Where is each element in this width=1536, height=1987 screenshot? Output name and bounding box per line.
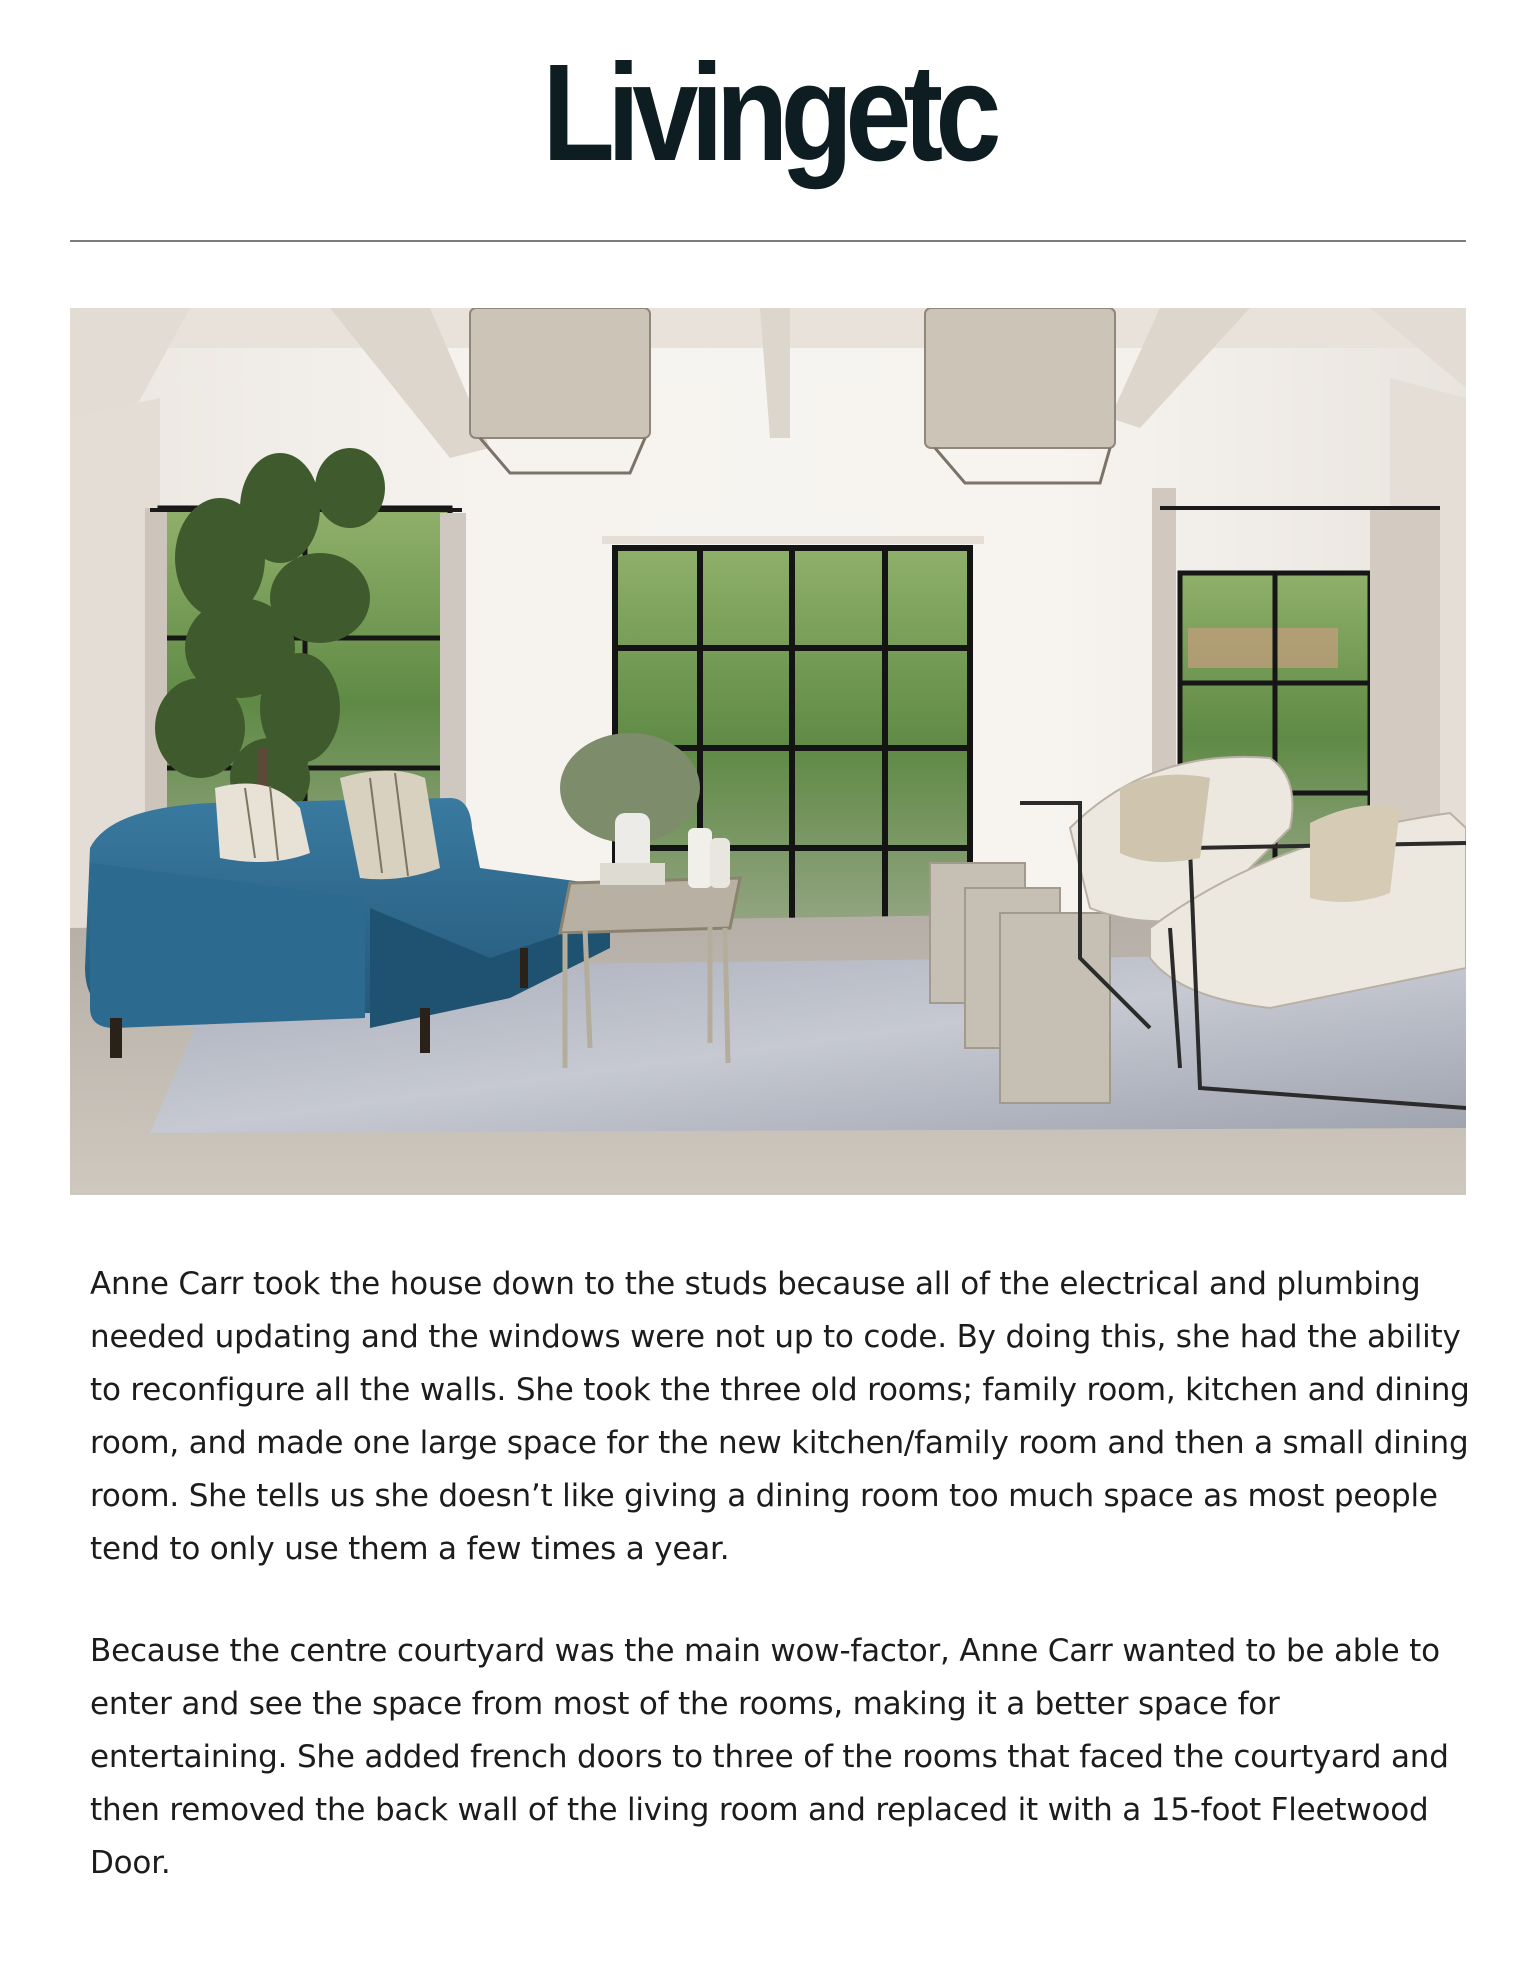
site-logo[interactable]: Livingetc xyxy=(542,36,994,190)
article-body xyxy=(90,1258,1470,1939)
living-room-illustration xyxy=(70,308,1466,1195)
hero-photo xyxy=(70,308,1466,1195)
site-header xyxy=(0,0,1536,240)
paragraph-courtyard: Because the centre courtyard was the main wow-factor, Anne Carr wanted to be able to enter and see the space from most of the rooms, making it a better space for entertaining. She added french doors to three of the rooms that faced the courtyard and then removed the back wall of the living room and replaced it with a 15-foot Fleetwood Door. xyxy=(90,1633,1449,1881)
header-divider xyxy=(70,240,1466,242)
paragraph-renovation: Anne Carr took the house down to the studs because all of the electrical and plumbing needed updating and the windows were not up to code. By doing this, she had the ability to reconfigure all the walls. She took the three old rooms; family room, kitchen and dining room, and made one large space for the new kitchen/family room and then a small dining room. She tells us she doesn’t like giving a dining room too much space as most people tend to only use them a few times a year. xyxy=(90,1266,1470,1567)
